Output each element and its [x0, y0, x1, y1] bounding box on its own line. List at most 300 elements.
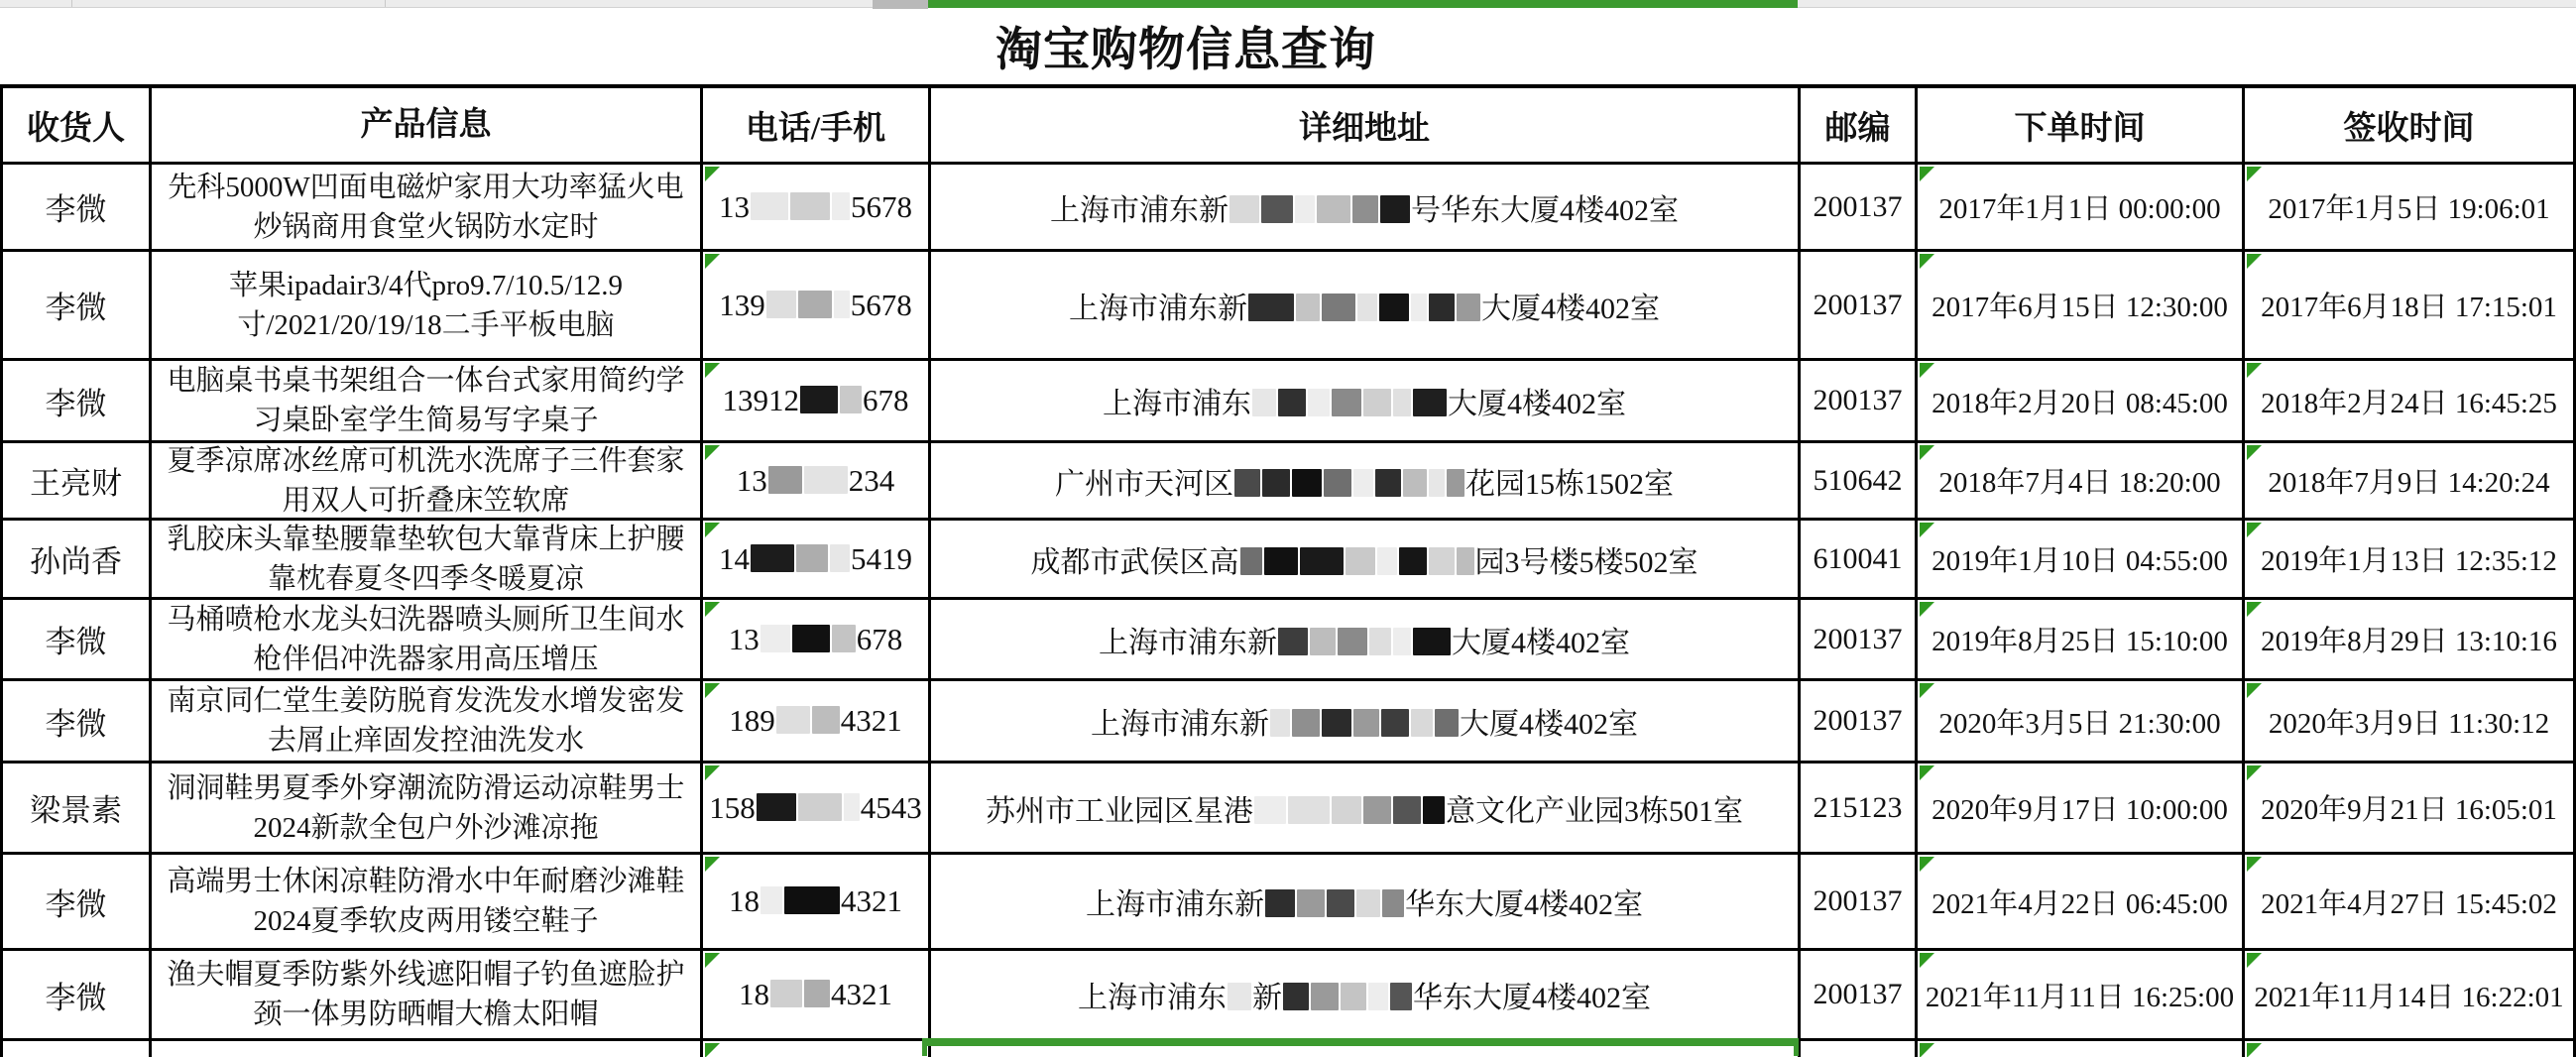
redaction-block	[1310, 628, 1336, 655]
redaction-block	[1411, 294, 1427, 321]
cell-address[interactable]	[931, 681, 1801, 763]
stub-cell-postal[interactable]	[1801, 1041, 1918, 1057]
product-value: 电脑桌书桌书架组合一体台式家用简约学习桌卧室学生简易写字桌子	[167, 365, 685, 436]
redaction-block	[1357, 294, 1377, 321]
redaction-block	[1278, 628, 1308, 655]
redaction-block	[751, 192, 788, 220]
redaction-block	[1379, 294, 1409, 321]
redaction-block	[1292, 709, 1320, 737]
redaction-block	[1338, 628, 1367, 655]
selected-column-bottom-border	[925, 1038, 1798, 1046]
redaction-block	[800, 386, 838, 413]
stored-as-text-warning-icon	[1920, 857, 1934, 872]
name-value: 李微	[45, 291, 107, 325]
stored-as-text-warning-icon	[705, 683, 720, 698]
cell-postal[interactable]	[1801, 521, 1918, 600]
stored-as-text-warning-icon	[2247, 1043, 2262, 1057]
redaction-block	[1429, 294, 1455, 321]
sheet-title-cell[interactable]	[0, 8, 2372, 83]
stored-as-text-warning-icon	[705, 602, 720, 617]
postal-value: 610041	[1813, 541, 1903, 575]
product-value: 苹果ipadair3/4代pro9.7/10.5/12.9寸/2021/20/19/18二手平板电脑	[228, 269, 624, 341]
table-row	[3, 951, 2576, 1041]
phone-value: 18 4321	[739, 977, 892, 1011]
redaction-block	[1393, 389, 1411, 416]
cell-name[interactable]	[3, 521, 152, 600]
redaction-block	[1353, 709, 1379, 737]
cell-name[interactable]	[3, 681, 152, 763]
phone-value: 13912 678	[722, 383, 909, 417]
order_time-value: 2020年3月5日 21:30:00	[1938, 707, 2221, 740]
sign_time-value: 2020年3月9日 11:30:12	[2268, 707, 2550, 740]
redaction-block	[1381, 709, 1409, 737]
redaction-block	[844, 793, 860, 821]
redaction-block	[1369, 628, 1391, 655]
cell-product[interactable]	[152, 855, 703, 951]
cell-product[interactable]	[152, 361, 703, 443]
cell-postal[interactable]	[1801, 763, 1918, 855]
redaction-block	[1278, 389, 1306, 416]
redaction-block	[830, 544, 850, 572]
cell-postal[interactable]	[1801, 252, 1918, 361]
cell-phone[interactable]	[703, 165, 931, 252]
stored-as-text-warning-icon	[2247, 363, 2262, 378]
cell-sign_time[interactable]	[2245, 361, 2576, 443]
redaction-block	[1296, 294, 1320, 321]
stored-as-text-warning-icon	[1920, 167, 1934, 181]
stored-as-text-warning-icon	[705, 857, 720, 872]
redaction-block	[1346, 547, 1375, 575]
sign_time-value: 2017年6月18日 17:15:01	[2261, 292, 2557, 323]
address-value: 广州市天河区 花园15栋1502室	[1055, 467, 1674, 501]
redaction-block	[1413, 628, 1451, 655]
redaction-block	[751, 544, 794, 572]
cell-address[interactable]	[931, 951, 1801, 1041]
postal-value: 200137	[1813, 884, 1903, 917]
redaction-block	[1317, 195, 1350, 223]
redaction-block	[1363, 389, 1391, 416]
redaction-block	[798, 291, 832, 318]
sign_time-value: 2018年2月24日 16:45:25	[2261, 387, 2557, 419]
redaction-block	[1390, 983, 1412, 1010]
stored-as-text-warning-icon	[1920, 683, 1934, 698]
order_time-value: 2021年4月22日 06:45:00	[1932, 887, 2228, 920]
table-row	[3, 165, 2576, 252]
redaction-block	[792, 625, 830, 652]
redaction-block	[1403, 469, 1427, 497]
cell-address[interactable]	[931, 252, 1801, 361]
redaction-block	[1264, 547, 1298, 575]
redaction-block	[840, 386, 862, 413]
redaction-block	[1363, 796, 1391, 824]
stub-cell-name[interactable]	[3, 1041, 152, 1057]
header-address[interactable]	[931, 88, 1801, 165]
stored-as-text-warning-icon	[1920, 363, 1934, 378]
cell-address[interactable]	[931, 855, 1801, 951]
cell-order_time[interactable]	[1918, 681, 2245, 763]
header-label: 收货人	[27, 110, 125, 147]
redaction-block	[804, 466, 848, 494]
header-label: 邮编	[1824, 110, 1891, 147]
cell-order_time[interactable]	[1918, 521, 2245, 600]
cell-address[interactable]	[931, 600, 1801, 681]
cell-phone[interactable]	[703, 763, 931, 855]
cell-postal[interactable]	[1801, 165, 1918, 252]
order_time-value: 2020年9月17日 10:00:00	[1932, 794, 2228, 826]
redaction-block	[1265, 889, 1295, 917]
redaction-block	[761, 886, 782, 914]
address-value: 上海市浦东 新 华东大厦4楼402室	[1078, 982, 1651, 1014]
cell-phone[interactable]	[703, 521, 931, 600]
postal-value: 200137	[1813, 288, 1903, 321]
cell-product[interactable]	[152, 951, 703, 1041]
header-product[interactable]	[152, 88, 703, 165]
redaction-block	[1308, 389, 1330, 416]
postal-value: 200137	[1813, 189, 1903, 223]
table-row	[3, 252, 2576, 361]
address-value: 上海市浦东新 大厦4楼402室	[1069, 292, 1660, 325]
cell-postal[interactable]	[1801, 855, 1918, 951]
selection-corner-tick	[922, 1038, 927, 1056]
order_time-value: 2021年11月11日 16:25:00	[1925, 981, 2235, 1013]
cell-address[interactable]	[931, 361, 1801, 443]
cell-phone[interactable]	[703, 681, 931, 763]
sign_time-value: 2018年7月9日 14:20:24	[2268, 467, 2550, 499]
cell-name[interactable]	[3, 252, 152, 361]
cell-sign_time[interactable]	[2245, 681, 2576, 763]
postal-value: 200137	[1813, 622, 1903, 655]
stored-as-text-warning-icon	[1920, 1043, 1934, 1057]
stored-as-text-warning-icon	[1920, 523, 1934, 537]
cell-order_time[interactable]	[1918, 443, 2245, 521]
cell-order_time[interactable]	[1918, 600, 2245, 681]
product-value: 高端男士休闲凉鞋防滑水中年耐磨沙滩鞋2024夏季软皮两用镂空鞋子	[167, 866, 685, 937]
redaction-block	[757, 793, 796, 821]
cell-order_time[interactable]	[1918, 951, 2245, 1041]
redaction-block	[1254, 796, 1286, 824]
sign_time-value: 2019年1月13日 12:35:12	[2261, 545, 2557, 577]
header-label: 产品信息	[360, 107, 492, 143]
cell-name[interactable]	[3, 600, 152, 681]
redaction-block	[1311, 983, 1339, 1010]
redaction-block	[1356, 889, 1380, 917]
redaction-block	[1234, 469, 1260, 497]
stored-as-text-warning-icon	[2247, 602, 2262, 617]
cell-product[interactable]	[152, 681, 703, 763]
redaction-block	[1380, 195, 1410, 223]
stored-as-text-warning-icon	[2247, 445, 2262, 460]
cell-name[interactable]	[3, 763, 152, 855]
phone-value: 18 4321	[729, 883, 902, 918]
redaction-block	[1382, 889, 1404, 917]
redaction-block	[1393, 628, 1411, 655]
cell-postal[interactable]	[1801, 681, 1918, 763]
stored-as-text-warning-icon	[1920, 765, 1934, 780]
header-sign-time[interactable]	[2245, 88, 2576, 165]
cell-address[interactable]	[931, 763, 1801, 855]
cell-order_time[interactable]	[1918, 855, 2245, 951]
redaction-block	[1262, 469, 1290, 497]
stored-as-text-warning-icon	[1920, 254, 1934, 269]
selection-fill-handle[interactable]	[1794, 1038, 1799, 1056]
name-value: 李微	[45, 192, 107, 227]
stored-as-text-warning-icon	[1920, 602, 1934, 617]
page-title: 淘宝购物信息查询	[995, 24, 1376, 76]
product-value: 马桶喷枪水龙头妇洗器喷头厕所卫生间水枪伴侣冲洗器家用高压增压	[167, 603, 685, 675]
stub-cell-sign_time[interactable]	[2245, 1041, 2576, 1057]
redaction-block	[761, 625, 790, 652]
redaction-block	[1332, 796, 1361, 824]
header-postal[interactable]	[1801, 88, 1918, 165]
table-header-row	[3, 88, 2576, 165]
redaction-block	[1300, 547, 1344, 575]
cell-name[interactable]	[3, 443, 152, 521]
cell-address[interactable]	[931, 521, 1801, 600]
product-value: 乳胶床头靠垫腰靠垫软包大靠背床上护腰靠枕春夏冬四季冬暖夏凉	[167, 523, 685, 595]
product-value: 渔夫帽夏季防紫外线遮阳帽子钓鱼遮脸护颈一体男防晒帽大檐太阳帽	[167, 959, 685, 1030]
redaction-block	[1283, 983, 1309, 1010]
cell-postal[interactable]	[1801, 951, 1918, 1041]
order_time-value: 2018年7月4日 18:20:00	[1938, 467, 2221, 499]
header-phone[interactable]	[703, 88, 931, 165]
name-value: 李微	[45, 386, 107, 421]
stub-cell-phone[interactable]	[703, 1041, 931, 1057]
postal-value: 200137	[1813, 978, 1903, 1010]
address-value: 上海市浦东新 大厦4楼402室	[1091, 708, 1638, 741]
stored-as-text-warning-icon	[1920, 445, 1934, 460]
redaction-block	[1240, 547, 1262, 575]
stored-as-text-warning-icon	[2247, 167, 2262, 181]
address-value: 苏州市工业园区星港 意文化产业园3栋501室	[986, 794, 1743, 828]
redaction-block	[1292, 469, 1322, 497]
cell-phone[interactable]	[703, 951, 931, 1041]
redaction-block	[1413, 389, 1447, 416]
redaction-block	[1322, 709, 1351, 737]
phone-value: 13 234	[736, 462, 895, 498]
stored-as-text-warning-icon	[705, 765, 720, 780]
order_time-value: 2018年2月20日 08:45:00	[1932, 387, 2228, 419]
redaction-block	[1270, 709, 1290, 737]
cell-phone[interactable]	[703, 252, 931, 361]
table-row	[3, 443, 2576, 521]
phone-value: 13 678	[728, 621, 903, 656]
cell-name[interactable]	[3, 855, 152, 951]
stored-as-text-warning-icon	[2247, 683, 2262, 698]
stub-cell-order_time[interactable]	[1918, 1041, 2245, 1057]
redaction-block	[1457, 547, 1474, 575]
address-value: 上海市浦东 大厦4楼402室	[1103, 388, 1626, 420]
redaction-block	[1229, 195, 1259, 223]
header-label: 下单时间	[2014, 110, 2146, 147]
phone-value: 14 5419	[719, 540, 912, 576]
cell-sign_time[interactable]	[2245, 600, 2576, 681]
cell-order_time[interactable]	[1918, 165, 2245, 252]
stored-as-text-warning-icon	[2247, 857, 2262, 872]
table-row	[3, 855, 2576, 951]
stored-as-text-warning-icon	[2247, 765, 2262, 780]
name-value: 孙尚香	[30, 544, 122, 579]
product-value: 南京同仁堂生姜防脱育发洗发水增发密发去屑止痒固发控油洗发水	[167, 685, 685, 757]
postal-value: 200137	[1813, 384, 1903, 416]
order_time-value: 2019年1月10日 04:55:00	[1932, 545, 2228, 577]
stored-as-text-warning-icon	[2247, 953, 2262, 968]
redaction-block	[770, 980, 802, 1007]
redaction-block	[1295, 195, 1315, 223]
name-value: 王亮财	[30, 466, 122, 501]
cell-order_time[interactable]	[1918, 361, 2245, 443]
postal-value: 510642	[1813, 463, 1903, 497]
redaction-block	[1411, 709, 1433, 737]
stored-as-text-warning-icon	[2247, 523, 2262, 537]
redaction-block	[1252, 389, 1276, 416]
stored-as-text-warning-icon	[705, 953, 720, 968]
stored-as-text-warning-icon	[1920, 953, 1934, 968]
cell-postal[interactable]	[1801, 361, 1918, 443]
cell-name[interactable]	[3, 361, 152, 443]
redaction-block	[1261, 195, 1293, 223]
stub-cell-product[interactable]	[152, 1041, 703, 1057]
cell-product[interactable]	[152, 763, 703, 855]
selected-column-top-border	[928, 0, 1798, 8]
sign_time-value: 2021年4月27日 15:45:02	[2261, 887, 2557, 920]
redaction-block	[798, 793, 842, 821]
stored-as-text-warning-icon	[705, 363, 720, 378]
cell-order_time[interactable]	[1918, 252, 2245, 361]
redaction-block	[1297, 889, 1325, 917]
redaction-block	[776, 706, 810, 734]
order_time-value: 2017年1月1日 00:00:00	[1938, 193, 2221, 225]
redaction-block	[1332, 389, 1361, 416]
product-value: 夏季凉席冰丝席可机洗水洗席子三件套家用双人可折叠床笠软席	[167, 444, 685, 517]
cell-product[interactable]	[152, 443, 703, 521]
stored-as-text-warning-icon	[705, 523, 720, 537]
name-value: 李微	[45, 886, 107, 922]
cell-sign_time[interactable]	[2245, 763, 2576, 855]
cell-phone[interactable]	[703, 855, 931, 951]
cell-phone[interactable]	[703, 443, 931, 521]
address-value: 成都市武侯区高 园3号楼5楼502室	[1030, 545, 1698, 579]
phone-value: 13 5678	[719, 188, 912, 224]
redaction-block	[832, 625, 856, 652]
redaction-block	[1435, 709, 1459, 737]
redaction-block	[1375, 469, 1401, 497]
cell-name[interactable]	[3, 165, 152, 252]
order_time-value: 2019年8月25日 15:10:00	[1932, 626, 2228, 657]
cell-product[interactable]	[152, 165, 703, 252]
redaction-block	[1429, 469, 1445, 497]
redaction-block	[1228, 983, 1251, 1010]
redaction-block	[1324, 469, 1351, 497]
orders-table	[0, 84, 2576, 1057]
cell-sign_time[interactable]	[2245, 855, 2576, 951]
cell-order_time[interactable]	[1918, 763, 2245, 855]
address-value: 上海市浦东新 华东大厦4楼402室	[1086, 888, 1643, 921]
redaction-block	[1457, 294, 1480, 321]
redaction-block	[768, 466, 802, 494]
redaction-block	[1327, 889, 1354, 917]
phone-value: 189 4321	[729, 703, 902, 738]
redaction-block	[832, 192, 850, 220]
redaction-block	[1399, 547, 1427, 575]
cell-sign_time[interactable]	[2245, 443, 2576, 521]
postal-value: 215123	[1813, 790, 1903, 824]
redaction-block	[1368, 983, 1388, 1010]
address-value: 上海市浦东新 号华东大厦4楼402室	[1050, 193, 1679, 227]
table-row	[3, 681, 2576, 763]
stored-as-text-warning-icon	[705, 167, 720, 181]
stored-as-text-warning-icon	[2247, 254, 2262, 269]
sign_time-value: 2020年9月21日 16:05:01	[2261, 794, 2557, 826]
sign_time-value: 2017年1月5日 19:06:01	[2268, 193, 2550, 225]
table-row	[3, 361, 2576, 443]
redaction-block	[1377, 547, 1397, 575]
cell-postal[interactable]	[1801, 600, 1918, 681]
header-order-time[interactable]	[1918, 88, 2245, 165]
stored-as-text-warning-icon	[705, 254, 720, 269]
cell-name[interactable]	[3, 951, 152, 1041]
redaction-block	[1353, 469, 1373, 497]
header-label: 详细地址	[1299, 110, 1430, 147]
redaction-block	[796, 544, 828, 572]
stored-as-text-warning-icon	[705, 1043, 720, 1057]
name-value: 李微	[45, 625, 107, 659]
redaction-block	[1341, 983, 1366, 1010]
phone-value: 139 5678	[719, 287, 912, 322]
sign_time-value: 2021年11月14日 16:22:01	[2254, 981, 2564, 1013]
redaction-block	[1423, 796, 1445, 824]
cell-product[interactable]	[152, 521, 703, 600]
phone-value: 158 4543	[709, 789, 922, 825]
cell-product[interactable]	[152, 600, 703, 681]
table-row	[3, 763, 2576, 855]
cell-sign_time[interactable]	[2245, 951, 2576, 1041]
cell-address[interactable]	[931, 443, 1801, 521]
redaction-block	[804, 980, 830, 1007]
name-value: 李微	[45, 706, 107, 742]
redaction-block	[784, 886, 840, 914]
cell-product[interactable]	[152, 252, 703, 361]
cell-address[interactable]	[931, 165, 1801, 252]
redaction-block	[1288, 796, 1330, 824]
header-label: 签收时间	[2343, 110, 2475, 147]
header-recipient[interactable]	[3, 88, 152, 165]
name-value: 李微	[45, 980, 107, 1015]
postal-value: 200137	[1813, 704, 1903, 737]
redaction-block	[1447, 469, 1464, 497]
redaction-block	[1393, 796, 1421, 824]
redaction-block	[1429, 547, 1455, 575]
cell-sign_time[interactable]	[2245, 252, 2576, 361]
cell-sign_time[interactable]	[2245, 165, 2576, 252]
table-row	[3, 600, 2576, 681]
header-label: 电话/手机	[745, 110, 886, 147]
redaction-block	[1248, 294, 1294, 321]
order_time-value: 2017年6月15日 12:30:00	[1932, 292, 2228, 323]
product-value: 先科5000W凹面电磁炉家用大功率猛火电炒锅商用食堂火锅防水定时	[168, 171, 684, 243]
redaction-block	[766, 291, 796, 318]
chrome-divider	[71, 0, 72, 7]
redaction-block	[812, 706, 840, 734]
product-value: 洞洞鞋男夏季外穿潮流防滑运动凉鞋男士2024新款全包户外沙滩凉拖	[167, 771, 685, 844]
redaction-block	[834, 291, 850, 318]
redaction-block	[1322, 294, 1355, 321]
cell-sign_time[interactable]	[2245, 521, 2576, 600]
cell-postal[interactable]	[1801, 443, 1918, 521]
cell-phone[interactable]	[703, 600, 931, 681]
table-row	[3, 521, 2576, 600]
cell-phone[interactable]	[703, 361, 931, 443]
stored-as-text-warning-icon	[705, 445, 720, 460]
